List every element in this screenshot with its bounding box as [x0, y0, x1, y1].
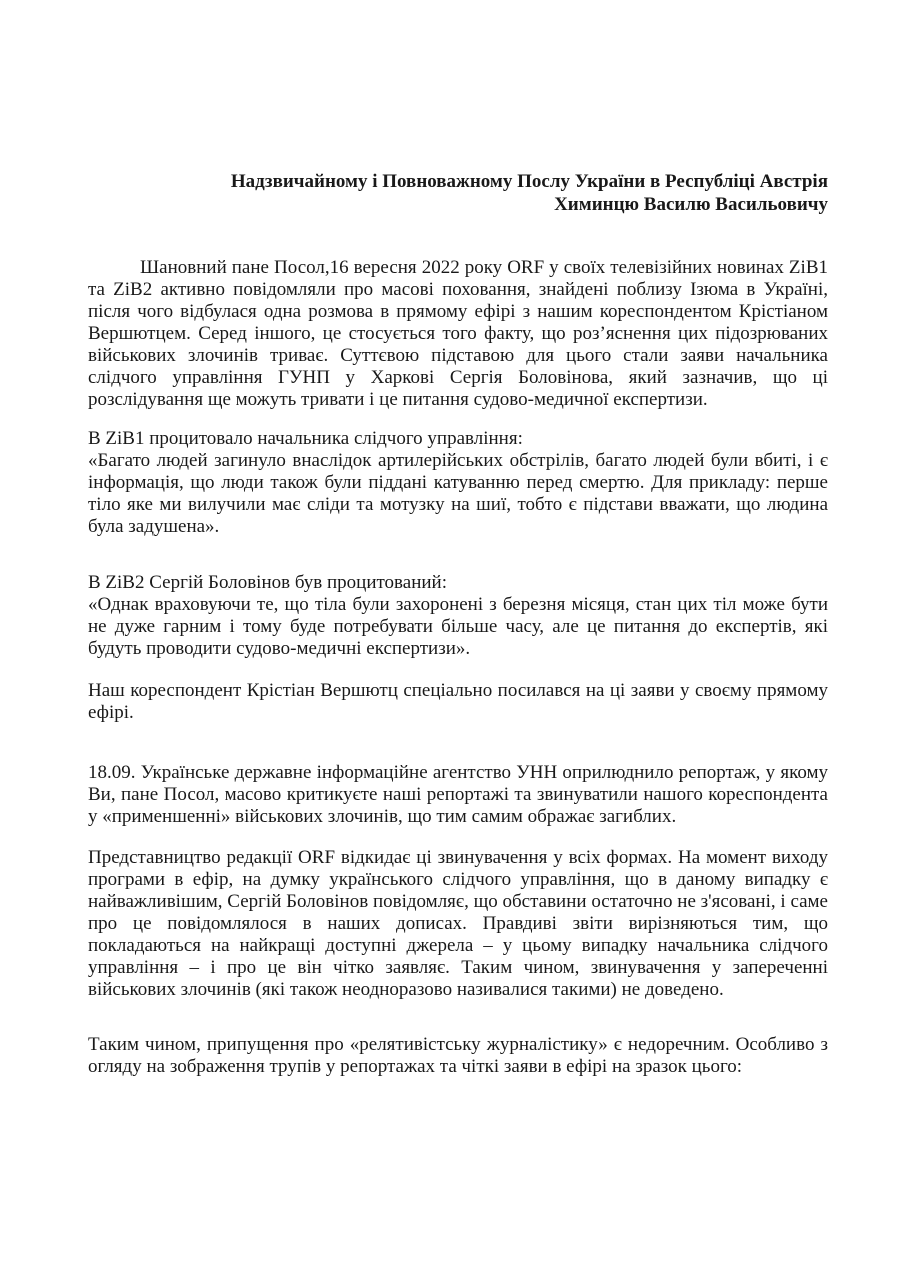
paragraph-conclusion: Таким чином, припущення про «релятивістську журналістику» є недоречним. Особливо з огляду на зображення трупів у репортажах та чіткі заяви в ефірі на зразок цього: [88, 1034, 828, 1077]
paragraph-intro: Шановний пане Посол,16 вересня 2022 року ORF у своїх телевізійних новинах ZiB1 та ZiB2 активно повідомляли про масові поховання, знайдені поблизу Ізюма в Україні, після чого відбулася одна розмова в прямому ефірі з нашим кореспондентом Крістіаном Вершютцем. Серед іншого, це стосується того факту, що роз’яснення цих підозрюваних військових злочинів триває. Суттєвою підставою для цього стали заяви начальника слідчого управління ГУНП у Харкові Сергія Боловінова, який зазначив, що ці розслідування ще можуть тривати і це питання судово-медичної експертизи. [88, 257, 828, 410]
letter-body [88, 170, 828, 1078]
recipient-block [88, 170, 828, 216]
recipient-line-2: Химинцю Василю Васильовичу [554, 194, 828, 215]
paragraph-unn-report: 18.09. Українське державне інформаційне агентство УНН оприлюднило репортаж, у якому Ви, пане Посол, масово критикуєте наші репортажі та звинуватили нашого кореспондента у «применшенні» військових злочинів, що тим самим ображає загиблих. [88, 762, 828, 827]
zib2-quote: «Однак враховуючи те, що тіла були захоронені з березня місяця, стан цих тіл може бути не дуже гарним і тому буде потребувати більше часу, але це питання до експертів, які будуть проводити судово-медичні експертизи». [88, 594, 828, 659]
zib2-lead-line: В ZiB2 Сергій Боловінов був процитований: [88, 572, 447, 593]
zib1-lead-line: В ZiB1 процитовало начальника слідчого управління: [88, 428, 523, 449]
recipient-line-1: Надзвичайному і Повноважному Послу України в Республіці Австрія [230, 171, 828, 192]
paragraph-correspondent: Наш кореспондент Крістіан Вершютц спеціально посилався на ці заяви у своєму прямому ефірі. [88, 680, 828, 723]
paragraph-orf-response: Представництво редакції ORF відкидає ці звинувачення у всіх формах. На момент виходу програми в ефір, на думку українського слідчого управління, що в даному випадку є найважливішим, Сергій Боловінов повідомляє, що обставини остаточно не з'ясовані, і саме про це повідомлялося в наших дописах. Правдиві звіти вирізняються тим, що покладаються на найкращі доступні джерела – у цьому випадку начальника слідчого управління – і про це він чітко заявляє. Таким чином, звинувачення у запереченні військових злочинів (які також неодноразово називалися такими) не доведено. [88, 847, 828, 1000]
zib1-quote: «Багато людей загинуло внаслідок артилерійських обстрілів, багато людей були вбиті, і є інформація, що люди також були піддані катуванню перед смертю. Для прикладу: перше тіло яке ми вилучили має сліди та мотузку на шиї, тобто є підстави вважати, що людина була задушена». [88, 450, 828, 537]
